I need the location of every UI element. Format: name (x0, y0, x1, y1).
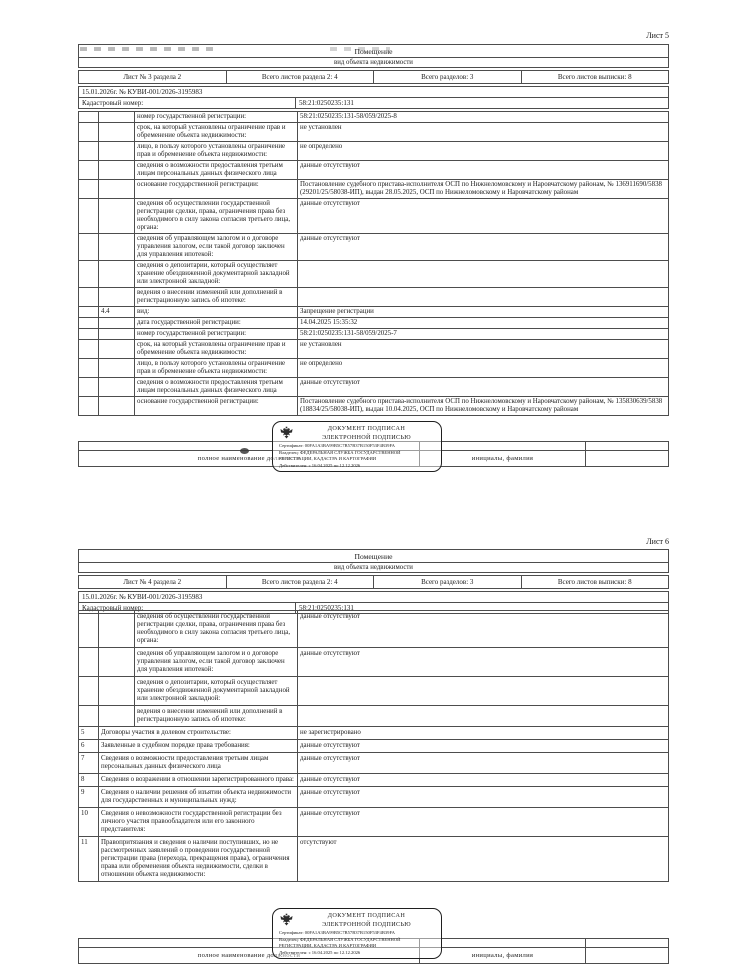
initials-label: инициалы, фамилия (420, 948, 586, 963)
row-number (79, 112, 99, 122)
stamp-validity: Действителен: с 16.04.2025 по 12.12.2026 (279, 950, 361, 956)
row-label: сведения о депозитарии, который осуществляет хранение обездвиженной документарной закладной или электронной закладной: (135, 677, 298, 705)
row-sub-number (99, 142, 135, 160)
page2-table (78, 610, 669, 882)
row-number (79, 199, 99, 233)
row-value: не установлен (298, 340, 669, 358)
sheet-info-cell: Всего листов раздела 2: 4 (227, 576, 375, 588)
row-sub-number (99, 378, 135, 396)
table-row (79, 753, 669, 774)
row-sub-number (99, 234, 135, 260)
row-value: 58:21:0250235:131-58/059/2025-7 (298, 329, 669, 339)
row-number (79, 307, 99, 317)
sheet-info-cell: Всего листов раздела 2: 4 (227, 71, 375, 83)
stamp-certificate: Сертификат: 00FA1A3BA99B5C7B57B37B150F53F4B39FA (279, 929, 396, 935)
position-label: полное наименование должности (79, 948, 420, 963)
row-number (79, 161, 99, 179)
row-sub-number (99, 329, 135, 339)
coat-of-arms-icon (279, 912, 294, 927)
row-value: данные отсутствуют (298, 808, 669, 836)
row-value (298, 677, 669, 705)
row-label: сведения о депозитарии, который осуществляет хранение обездвиженной документарной закладной или электронной закладной: (135, 261, 298, 287)
row-value: данные отсутствуют (298, 753, 669, 773)
row-number (79, 180, 99, 198)
stamp-title-line1: ДОКУМЕНТ ПОДПИСАН (327, 425, 406, 432)
row-sub-number (99, 161, 135, 179)
row-label: Договоры участия в долевом строительстве: (99, 727, 298, 739)
sheet-info-cell: Всего листов выписки: 8 (557, 73, 632, 81)
row-sub-number (99, 340, 135, 358)
row-label: ведения о внесении изменений или дополнений в регистрационную запись об ипотеке: (135, 706, 298, 726)
row-value (298, 706, 669, 726)
row-label: лицо, в пользу которого установлены ограничение прав и обременение объекта недвижимости: (135, 359, 298, 377)
table-row (79, 180, 669, 199)
table-row (79, 142, 669, 161)
row-label: сведения о возможности предоставления третьим лицам персональных данных физического лица (135, 378, 298, 396)
row-number (79, 648, 99, 676)
row-value: данные отсутствуют (298, 161, 669, 179)
table-row (79, 307, 669, 318)
row-label: вид: (135, 307, 298, 317)
e-signature-stamp (272, 908, 442, 959)
row-number: 10 (79, 808, 99, 836)
table-row (79, 359, 669, 378)
row-number (79, 234, 99, 260)
row-sub-number (99, 648, 135, 676)
row-label: Сведения о наличии решения об изъятии объекта недвижимости для государственных и муниципальных нужд: (99, 787, 298, 807)
table-row (79, 837, 669, 882)
row-value: не определено (298, 359, 669, 377)
table-row (79, 378, 669, 397)
sheet-number-page1: Лист 5 (646, 31, 669, 40)
row-label: сведения об осуществлении государственной регистрации сделки, права, ограничения права без необходимого в силу закона согласия третьего лица, органа: (135, 611, 298, 647)
table-row (79, 740, 669, 753)
row-value: данные отсутствуют (298, 740, 669, 752)
row-value: 58:21:0250235:131-58/059/2025-8 (298, 112, 669, 122)
table-row (79, 199, 669, 234)
row-value: данные отсутствуют (298, 648, 669, 676)
cadastral-value: 58:21:0250235:131 (299, 604, 354, 612)
object-type-box (78, 44, 669, 68)
cadastral-value: 58:21:0250235:131 (299, 99, 354, 107)
row-sub-number (99, 318, 135, 328)
doc-date-number: 15.01.2026г. № КУВИ-001/2026-3195983 (78, 591, 669, 603)
row-label: Сведения о невозможности государственной регистрации без личного участия правообладателя или его законного представителя: (99, 808, 298, 836)
row-label: Сведения о возражении в отношении зарегистрированного права: (99, 774, 298, 786)
table-row (79, 774, 669, 787)
row-number (79, 397, 99, 415)
row-number: 8 (79, 774, 99, 786)
row-label: Сведения о возможности предоставления третьим лицам персональных данных физического лица (99, 753, 298, 773)
row-label: сведения об управляющем залогом и о договоре управления залогом, если такой договор заключен для управления ипотекой: (135, 648, 298, 676)
row-label: срок, на который установлены ограничение прав и обременение объекта недвижимости: (135, 123, 298, 141)
row-sub-number (99, 199, 135, 233)
sheet-number-page2: Лист 6 (646, 537, 669, 546)
row-sub-number (99, 677, 135, 705)
row-label: лицо, в пользу которого установлены ограничение прав и обременение объекта недвижимости: (135, 142, 298, 160)
table-row (79, 706, 669, 727)
sheet-info-cell: Лист № 4 раздела 2 (79, 576, 227, 588)
row-value: данные отсутствуют (298, 787, 669, 807)
object-type: Помещение (79, 45, 668, 58)
position-label: полное наименование должности (79, 451, 420, 466)
row-value: данные отсутствуют (298, 611, 669, 647)
row-number (79, 142, 99, 160)
row-label: сведения о возможности предоставления третьим лицам персональных данных физического лица (135, 161, 298, 179)
initials-label: инициалы, фамилия (420, 451, 586, 466)
row-label: дата государственной регистрации: (135, 318, 298, 328)
table-row (79, 288, 669, 307)
object-type: Помещение (79, 550, 668, 563)
row-sub-number (99, 261, 135, 287)
object-type-box (78, 549, 669, 573)
row-number: 11 (79, 837, 99, 881)
table-row (79, 112, 669, 123)
row-number (79, 340, 99, 358)
row-sub-number (99, 397, 135, 415)
table-row (79, 340, 669, 359)
cadastral-label: Кадастровый номер: (79, 98, 296, 108)
row-label: основание государственной регистрации: (135, 397, 298, 415)
cadastral-label: Кадастровый номер: (79, 603, 296, 613)
row-value: не зарегистрировано (298, 727, 669, 739)
row-value: Постановление судебного пристава-исполнителя ОСП по Нижнеломовскому и Наровчатскому районам, № 135830639/5838 (18834/25/58038-ИП), выдан 10.04.2025, ОСП по Нижнеломовскому и Наровчатскому районам (298, 397, 669, 415)
row-sub-number: 4.4 (99, 307, 135, 317)
row-number: 7 (79, 753, 99, 773)
table-row (79, 318, 669, 329)
page2-header (78, 549, 669, 614)
sheet-info-row (78, 575, 669, 589)
table-row (79, 648, 669, 677)
row-number (79, 329, 99, 339)
stamp-title-line2: ЭЛЕКТРОННОЙ ПОДПИСЬЮ (322, 433, 411, 441)
row-label: сведения об управляющем залогом и о договоре управления залогом, если такой договор заключен для управления ипотекой: (135, 234, 298, 260)
stamp-certificate: Сертификат: 00FA1A3BA99B5C7B57B37B150F53F4B39FA (279, 442, 396, 448)
row-sub-number (99, 359, 135, 377)
table-row (79, 808, 669, 837)
row-value: Запрещение регистрации (298, 307, 669, 317)
table-row (79, 123, 669, 142)
table-row (79, 161, 669, 180)
row-value: не установлен (298, 123, 669, 141)
row-label: основание государственной регистрации: (135, 180, 298, 198)
row-label: срок, на который установлены ограничение прав и обременение объекта недвижимости: (135, 340, 298, 358)
sheet-info-cell: Всего листов выписки: 8 (557, 578, 632, 586)
row-sub-number (99, 123, 135, 141)
row-label: Правопритязания и сведения о наличии поступивших, но не рассмотренных заявлений о проведении государственной регистрации права (перехода, прекращения права), ограничения права или обременения объекта недвижимости, сделки в отношении объекта недвижимости: (99, 837, 298, 881)
row-value: Постановление судебного пристава-исполнителя ОСП по Нижнеломовскому и Наровчатскому районам, № 136911690/5838 (29201/25/58038-ИП), выдан 28.05.2025, ОСП по Нижнеломовскому и Наровчатскому районам (298, 180, 669, 198)
table-row (79, 329, 669, 340)
row-label: номер государственной регистрации: (135, 112, 298, 122)
row-number: 9 (79, 787, 99, 807)
table-row (79, 611, 669, 648)
stamp-validity: Действителен: с 16.04.2025 по 12.12.2026 (279, 463, 361, 469)
sheet-info-cell: Всего разделов: 3 (374, 576, 522, 588)
row-number (79, 288, 99, 306)
table-row (79, 234, 669, 261)
object-type-caption: вид объекта недвижимости (334, 564, 413, 571)
table-row (79, 787, 669, 808)
stamp-title-line1: ДОКУМЕНТ ПОДПИСАН (327, 912, 406, 919)
e-signature-stamp (272, 421, 442, 472)
row-number (79, 706, 99, 726)
row-label: Заявленные в судебном порядке права требования: (99, 740, 298, 752)
stamp-owner: Владелец: ФЕДЕРАЛЬНАЯ СЛУЖБА ГОСУДАРСТВЕННОЙ РЕГИСТРАЦИИ, КАДАСТРА И КАРТОГРАФИИ (279, 450, 401, 461)
page1-header (78, 44, 669, 109)
row-value: данные отсутствуют (298, 234, 669, 260)
row-value: данные отсутствуют (298, 199, 669, 233)
row-label: сведения об осуществлении государственной регистрации сделки, права, ограничения права без необходимого в силу закона согласия третьего лица, органа: (135, 199, 298, 233)
row-number (79, 123, 99, 141)
cadastral-row (78, 98, 669, 109)
object-type-caption: вид объекта недвижимости (334, 59, 413, 66)
row-number (79, 359, 99, 377)
table-row (79, 677, 669, 706)
table-row (79, 727, 669, 740)
sheet-info-row (78, 70, 669, 84)
row-number (79, 677, 99, 705)
table-row (79, 261, 669, 288)
row-sub-number (99, 611, 135, 647)
row-number: 5 (79, 727, 99, 739)
sheet-info-cell: Всего разделов: 3 (374, 71, 522, 83)
row-value: не определено (298, 142, 669, 160)
row-sub-number (99, 180, 135, 198)
row-value (298, 288, 669, 306)
row-number: 6 (79, 740, 99, 752)
row-number (79, 611, 99, 647)
row-sub-number (99, 112, 135, 122)
doc-date-number: 15.01.2026г. № КУВИ-001/2026-3195983 (78, 86, 669, 98)
row-value (298, 261, 669, 287)
page1-table (78, 111, 669, 416)
stamp-owner: Владелец: ФЕДЕРАЛЬНАЯ СЛУЖБА ГОСУДАРСТВЕННОЙ РЕГИСТРАЦИИ, КАДАСТРА И КАРТОГРАФИИ (279, 937, 401, 948)
row-value: данные отсутствуют (298, 378, 669, 396)
row-value: 14.04.2025 15:35:32 (298, 318, 669, 328)
row-number (79, 378, 99, 396)
row-sub-number (99, 288, 135, 306)
row-label: ведения о внесении изменений или дополнений в регистрационную запись об ипотеке: (135, 288, 298, 306)
stamp-title-line2: ЭЛЕКТРОННОЙ ПОДПИСЬЮ (322, 920, 411, 928)
row-label: номер государственной регистрации: (135, 329, 298, 339)
table-row (79, 397, 669, 416)
row-value: отсутствуют (298, 837, 669, 881)
row-number (79, 318, 99, 328)
row-sub-number (99, 706, 135, 726)
sheet-info-cell: Лист № 3 раздела 2 (79, 71, 227, 83)
row-number (79, 261, 99, 287)
row-value: данные отсутствуют (298, 774, 669, 786)
coat-of-arms-icon (279, 425, 294, 440)
